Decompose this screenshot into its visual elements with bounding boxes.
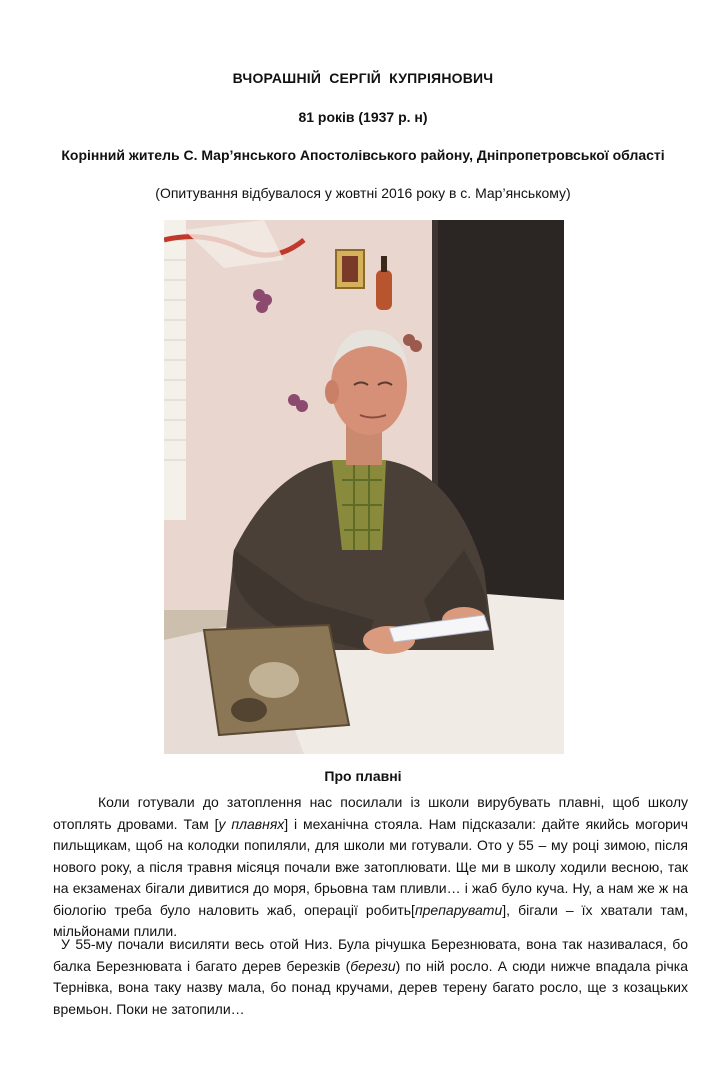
person-age: 81 років (1937 р. н) <box>298 109 428 125</box>
person-name: ВЧОРАШНІЙ СЕРГІЙ КУПРІЯНОВИЧ <box>232 70 494 86</box>
portrait-photo <box>164 220 564 754</box>
paragraph-1-italic-b: препарувати <box>414 901 503 918</box>
paragraph-2-italic: берези <box>350 957 396 974</box>
paragraph-1-text-b: ] і механічна стояла. Нам підсказали: дайте якийсь могорич пильщикам, щоб на колодки попиляли, для школи ми готували. Ото у 55 – му році зимою, після нового року, а після травня місяця почали вже затоплювати. Ще ми в школу ходили весною, так на екзаменах бігали дивитися до моря, брьовна там пливли… і жаб було куча. Ну, а нам же ж на біологію треба було наловить жаб, операції робить[ <box>53 815 689 918</box>
paragraph-2-text-a: У 55-му почали висиляти весь отой Низ. Була річушка Березнювата, вона так називалася, бо балка Березнювата і багато дерев березків ( <box>53 936 688 974</box>
survey-note: (Опитування відбувалося у жовтні 2016 року в с. Мар’янському) <box>155 185 571 201</box>
paragraph-1-text-c: ], бігали – їх хватали там, мільйонами плили. <box>53 901 688 939</box>
paragraph-2-text-b: ) по ній росло. А сюди нижче впадала річка Тернівка, вона таку назву мала, бо понад кручами, дерев терену багато росло, ще з козацьких времьон. Поки не затопили… <box>53 957 688 1017</box>
paragraph-2 <box>53 934 688 1020</box>
paragraph-1 <box>53 792 688 943</box>
section-title: Про плавні <box>324 768 402 784</box>
paragraph-1-text-a: Коли готували до затоплення нас посилали із школи вирубувать плавні, щоб школу отоплять дровами. Там [ <box>53 794 688 832</box>
paragraph-1-italic-a: у плавнях <box>218 815 285 832</box>
person-origin: Корінний житель С. Мар’янського Апостолівського району, Дніпропетровської області <box>61 147 665 163</box>
